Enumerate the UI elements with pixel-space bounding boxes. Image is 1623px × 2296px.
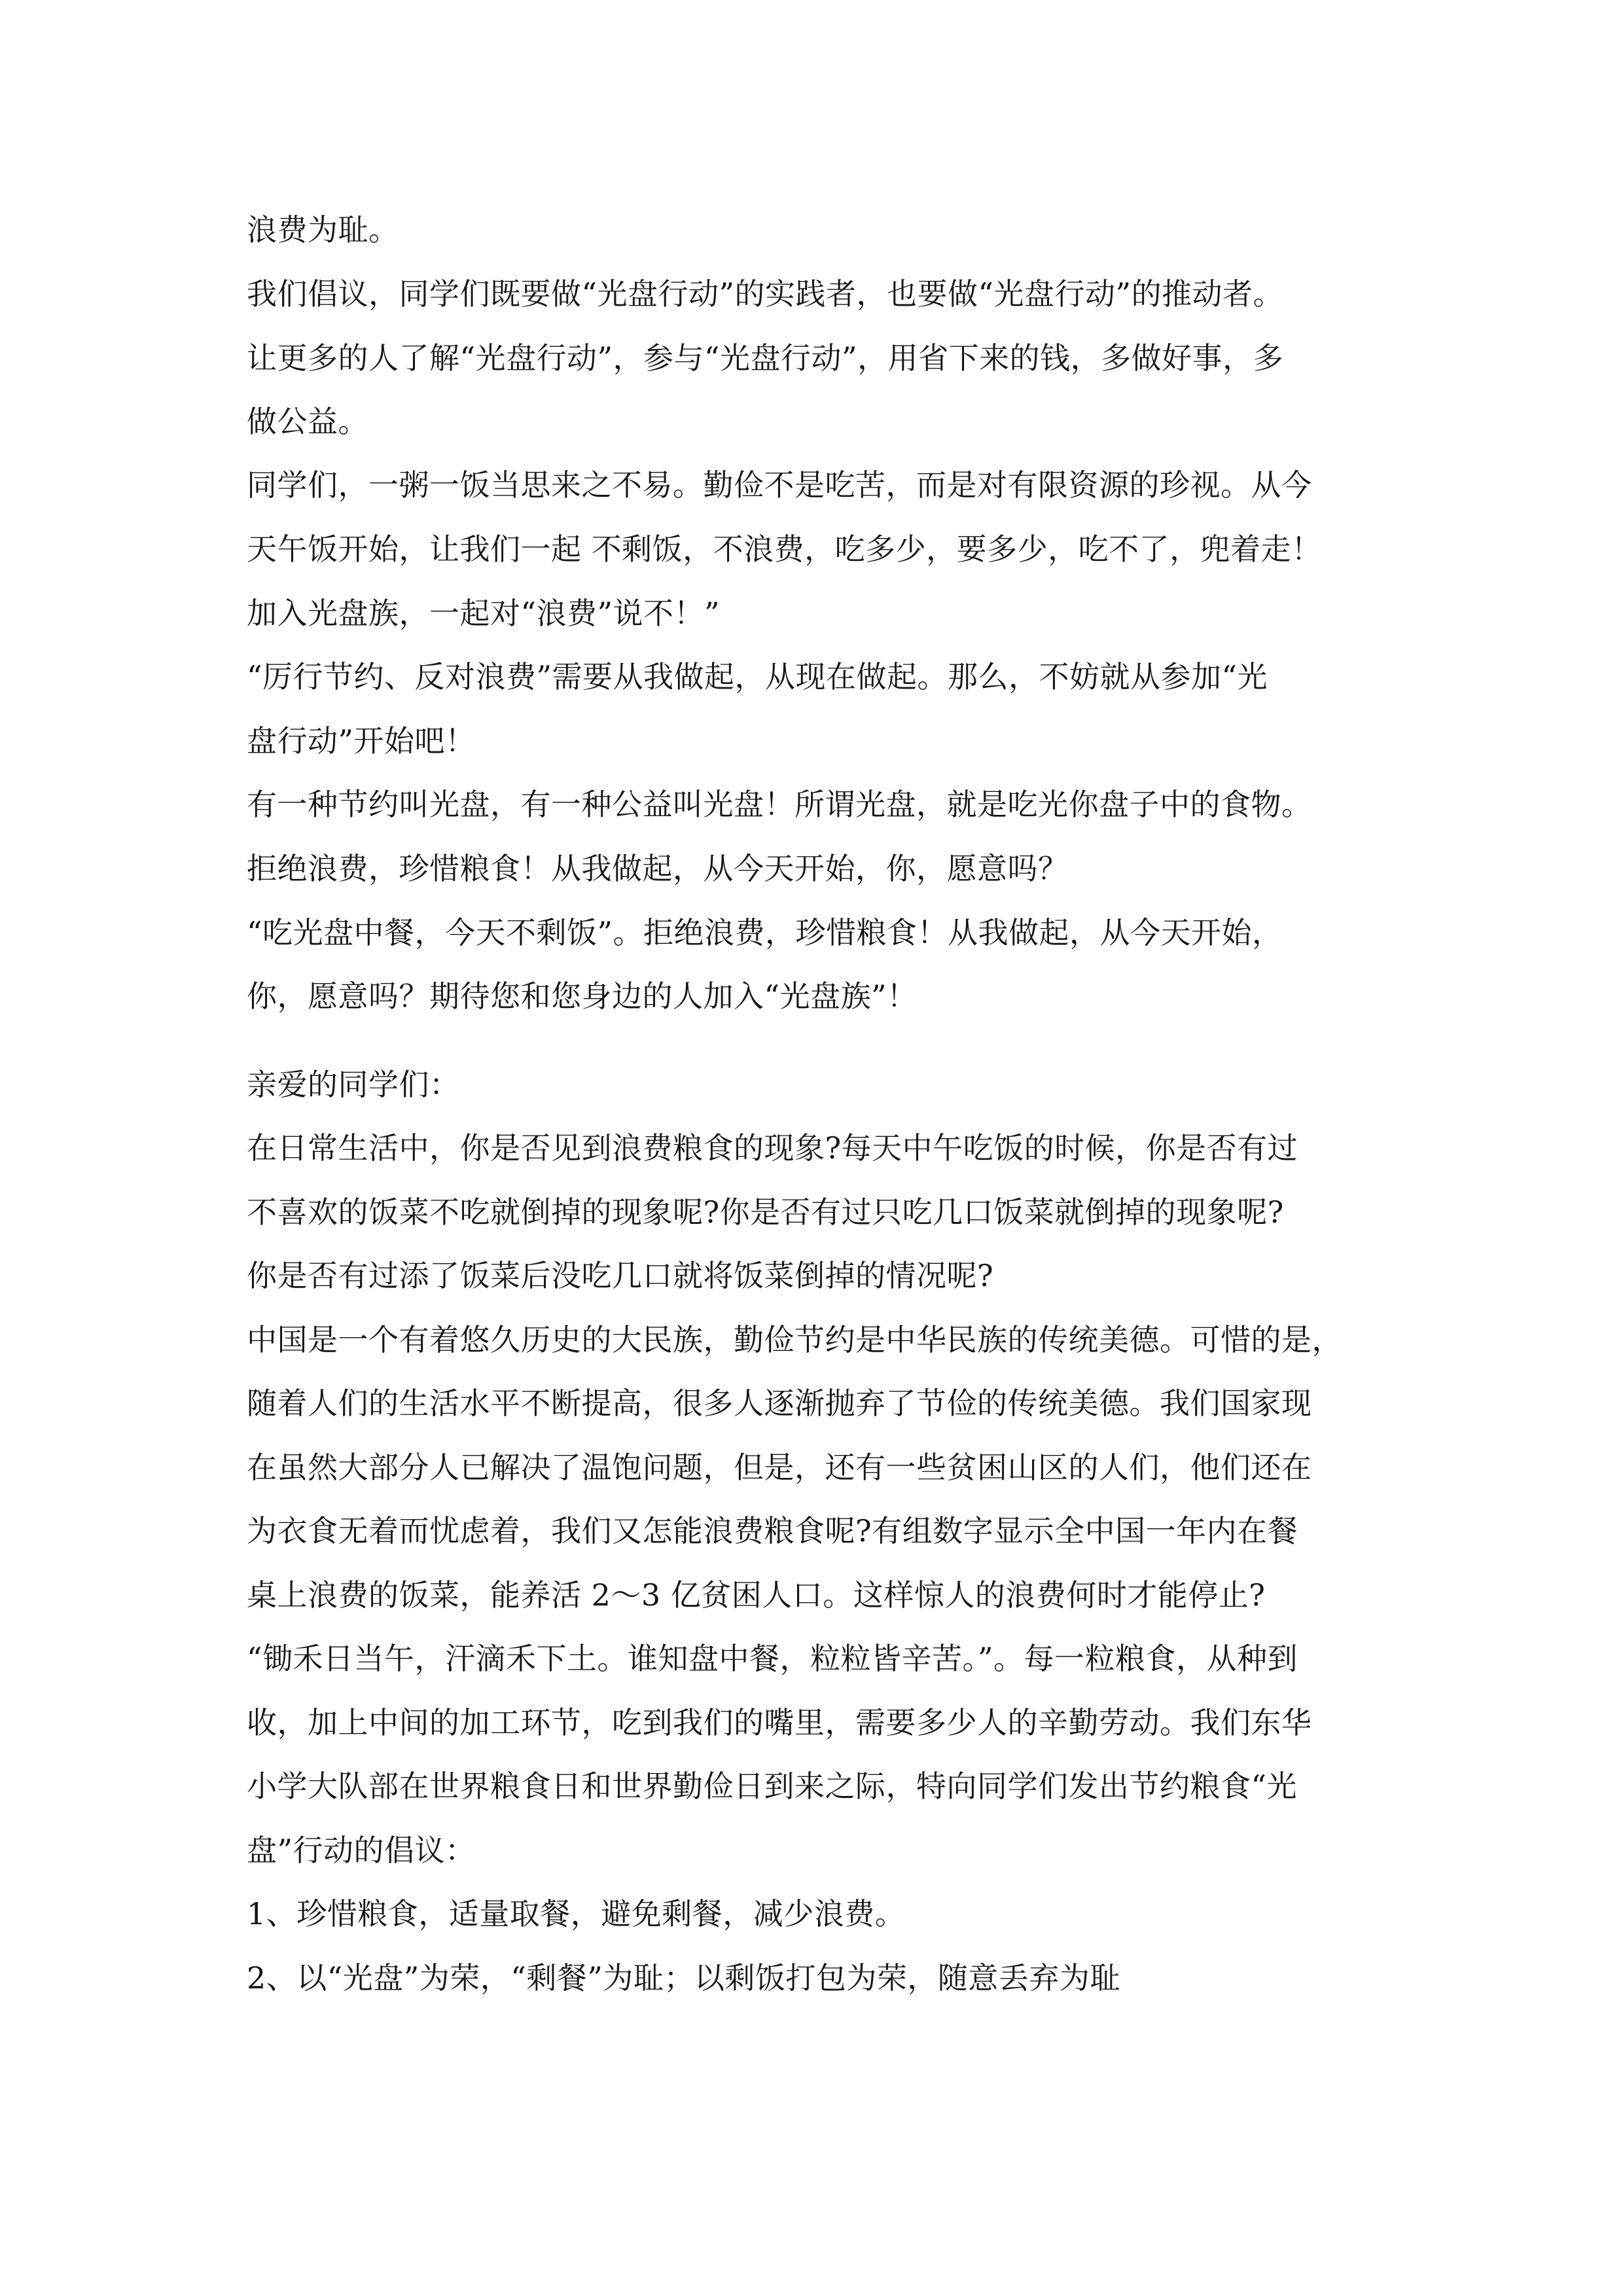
text-line: 在日常生活中，你是否见到浪费粮食的现象?每天中午吃饭的时候，你是否有过: [247, 1130, 1298, 1166]
text-line: 有一种节约叫光盘，有一种公益叫光盘！所谓光盘，就是吃光你盘子中的食物。: [247, 787, 1312, 822]
text-line: 做公益。: [247, 404, 368, 439]
text-line: “吃光盘中餐，今天不剩饭”。拒绝浪费，珍惜粮食！从我做起，从今天开始，: [247, 915, 1283, 950]
text-line: 拒绝浪费，珍惜粮食！从我做起，从今天开始，你，愿意吗？: [247, 851, 1069, 886]
text-line: 我们倡议，同学们既要做“光盘行动”的实践者，也要做“光盘行动”的推动者。: [247, 276, 1284, 312]
text-line: 同学们，一粥一饭当思来之不易。勤俭不是吃苦，而是对有限资源的珍视。从今: [247, 467, 1312, 503]
text-line: 不喜欢的饭菜不吃就倒掉的现象呢?你是否有过只吃几口饭菜就倒掉的现象呢?: [247, 1194, 1284, 1230]
text-line: 为衣食无着而忧虑着，我们又怎能浪费粮食呢?有组数字显示全中国一年内在餐: [247, 1513, 1298, 1549]
text-line: 随着人们的生活水平不断提高，很多人逐渐抛弃了节俭的传统美德。我们国家现: [247, 1386, 1312, 1421]
text-line: “厉行节约、反对浪费”需要从我做起，从现在做起。那么，不妨就从参加“光: [247, 659, 1268, 694]
text-line: 天午饭开始，让我们一起 不剩饭，不浪费，吃多少，要多少，吃不了，兜着走！: [247, 531, 1322, 567]
text-line: 收，加上中间的加工环节，吃到我们的嘴里，需要多少人的辛勤劳动。我们东华: [247, 1705, 1312, 1740]
text-line: 盘行动”开始吧！: [247, 723, 476, 759]
salutation: 亲爱的同学们：: [247, 1067, 460, 1102]
list-item: 2、以“光盘”为荣，“剩餐”为耻；以剩饭打包为荣，随意丢弃为耻: [247, 1960, 1120, 1996]
text-line: 让更多的人了解“光盘行动”，参与“光盘行动”，用省下来的钱，多做好事，多: [247, 340, 1284, 376]
text-line: 在虽然大部分人已解决了温饱问题，但是，还有一些贫困山区的人们，他们还在: [247, 1450, 1312, 1485]
list-item: 1、珍惜粮食，适量取餐，避免剩餐，减少浪费。: [247, 1896, 906, 1931]
text-line: 中国是一个有着悠久历史的大民族，勤俭节约是中华民族的传统美德。可惜的是，: [247, 1322, 1342, 1357]
text-line: 小学大队部在世界粮食日和世界勤俭日到来之际，特向同学们发出节约粮食“光: [247, 1768, 1298, 1804]
text-line: 你，愿意吗？期待您和您身边的人加入“光盘族”！: [247, 978, 918, 1014]
text-line: 盘”行动的倡议：: [247, 1833, 476, 1868]
text-line: 浪费为耻。: [247, 212, 399, 247]
text-line: 你是否有过添了饭菜后没吃几口就将饭菜倒掉的情况呢?: [247, 1258, 994, 1293]
text-line: 加入光盘族，一起对“浪费”说不！”: [247, 596, 721, 631]
text-line: “锄禾日当午，汗滴禾下土。谁知盘中餐，粒粒皆辛苦。”。每一粒粮食，从种到: [247, 1641, 1298, 1676]
text-line: 桌上浪费的饭菜，能养活 2～3 亿贫困人口。这样惊人的浪费何时才能停止?: [247, 1577, 1266, 1613]
